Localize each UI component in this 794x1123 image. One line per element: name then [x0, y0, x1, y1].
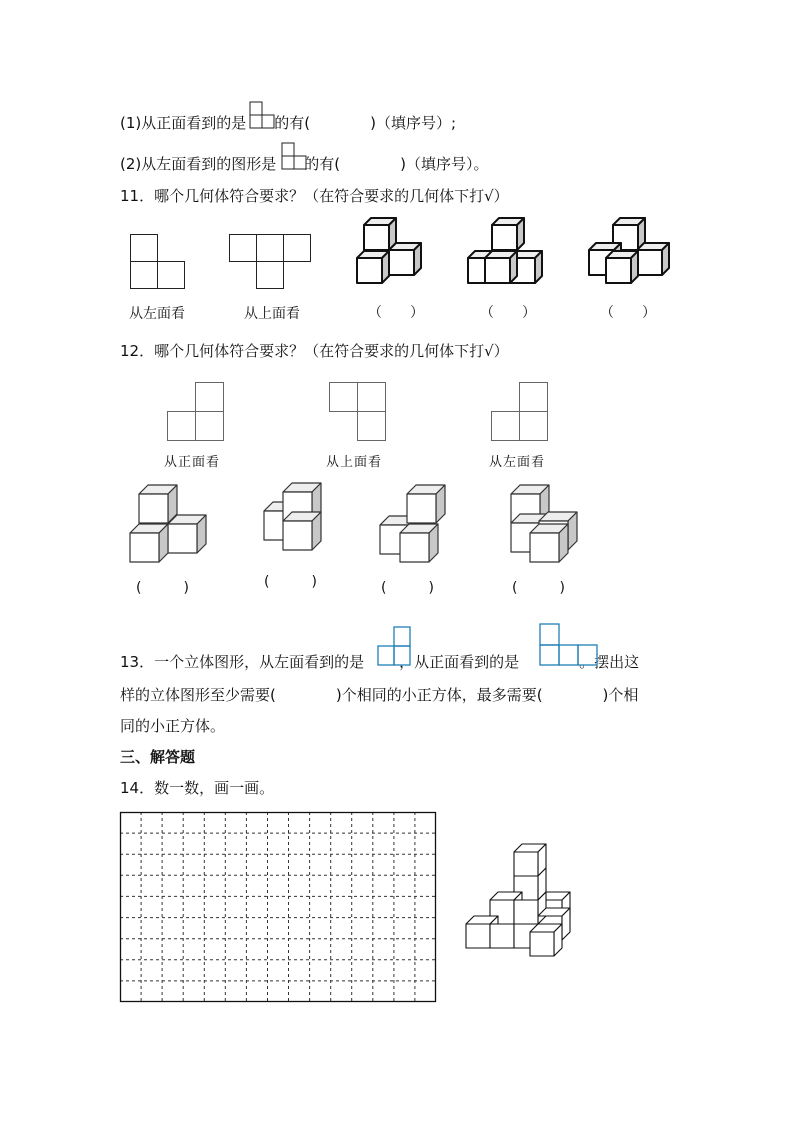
q12-blank-3[interactable]: ( ) — [381, 580, 434, 596]
q14-prompt: 14．数一数，画一画。 — [120, 779, 275, 797]
q11-prompt: 11．哪个几何体符合要求？（在符合要求的几何体下打√） — [120, 187, 509, 205]
q13-left-view-icon — [376, 626, 414, 668]
q12-left-view-label: 从左面看 — [489, 455, 546, 470]
q14-cube-stack — [465, 843, 575, 951]
q12-front-view-figure — [166, 382, 226, 442]
q11-solid-c — [586, 217, 676, 292]
q12-top-view-figure — [328, 382, 388, 442]
q11-blank-1[interactable]: （ ） — [368, 305, 424, 321]
q12-solid-a — [128, 482, 210, 566]
q12-blank-1[interactable]: ( ) — [136, 580, 189, 596]
q13-line2: 样的立体图形至少需要( )个相同的小正方体，最多需要( )个相 — [120, 686, 639, 704]
q13-line1: 13．一个立体图形，从左面看到的是 ，从正面看到的是 。摆出这 — [120, 653, 640, 671]
q10-line2: (2)从左面看到的图形是 的有( )（填序号）。 — [120, 155, 489, 173]
q12-blank-2[interactable]: ( ) — [264, 574, 317, 590]
q10-front-view-icon — [249, 101, 277, 129]
q12-solid-b — [262, 480, 334, 555]
section-3-title: 三、解答题 — [120, 748, 196, 766]
q14-drawing-grid[interactable] — [120, 812, 438, 1004]
q12-blank-4[interactable]: ( ) — [512, 580, 565, 596]
q10-left-view-icon — [281, 142, 309, 170]
q10-line1: (1)从正面看到的是 的有( )（填序号）; — [120, 114, 457, 132]
q12-top-view-label: 从上面看 — [326, 455, 383, 470]
q11-blank-3[interactable]: （ ） — [600, 305, 656, 321]
q12-front-view-label: 从正面看 — [164, 455, 221, 470]
q13-front-view-icon — [538, 623, 600, 667]
q11-solid-a — [353, 217, 433, 292]
q12-prompt: 12．哪个几何体符合要求？（在符合要求的几何体下打√） — [120, 342, 509, 360]
q13-line3: 同的小正方体。 — [120, 717, 226, 735]
q11-solid-b — [466, 217, 551, 292]
q11-top-view-figure — [229, 234, 313, 290]
q11-left-view-label: 从左面看 — [129, 306, 185, 322]
q12-solid-d — [509, 482, 581, 566]
q11-left-view-figure — [130, 234, 186, 290]
q12-solid-c — [378, 482, 450, 566]
q11-blank-2[interactable]: （ ） — [480, 305, 536, 321]
q12-left-view-figure — [490, 382, 550, 442]
q11-top-view-label: 从上面看 — [244, 306, 300, 322]
